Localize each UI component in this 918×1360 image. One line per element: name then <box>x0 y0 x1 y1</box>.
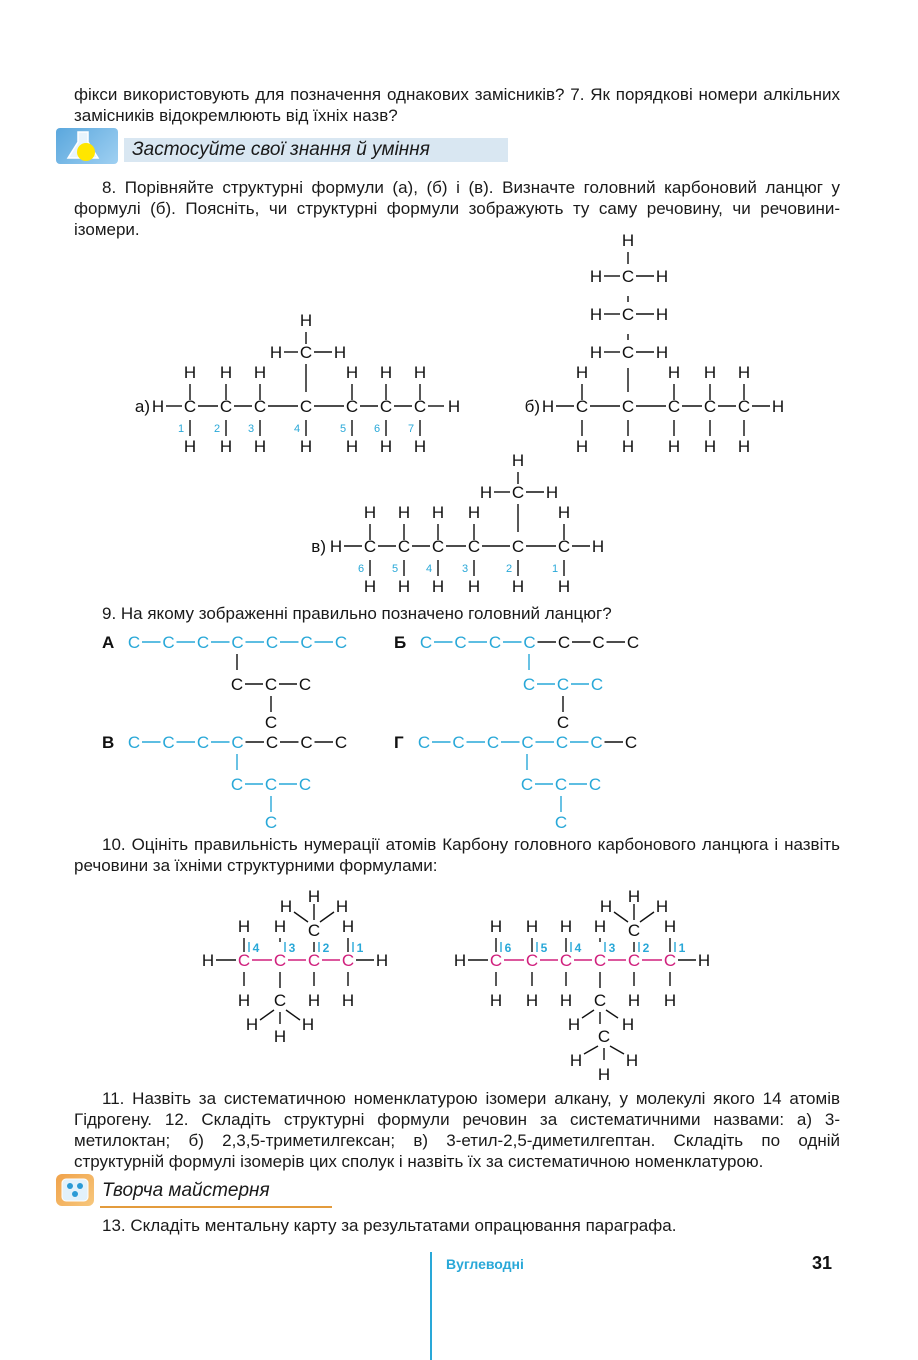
atom-label: C <box>590 675 604 694</box>
question-9: 9. На якому зображенні правильно позначено головний ланцюг? <box>102 604 612 623</box>
atom-label: H <box>363 577 377 596</box>
atom-label: C <box>556 713 570 732</box>
atom-label: C <box>300 733 313 752</box>
carbon-number: 1 <box>356 941 364 955</box>
atom-label: H <box>279 897 293 916</box>
carbon-number: 4 <box>293 423 301 435</box>
bond-line <box>582 1010 594 1018</box>
atom-label: C <box>557 633 571 652</box>
atom-label: H <box>569 1051 583 1070</box>
atom-label: H <box>183 437 197 456</box>
carbon-atom: C <box>341 951 355 970</box>
atom-label: H <box>559 991 573 1010</box>
atom-label: C <box>264 775 278 794</box>
atom-label: C <box>253 397 267 416</box>
bond-line <box>614 912 628 922</box>
atom-label: H <box>599 897 613 916</box>
atom-label: H <box>697 951 711 970</box>
atom-label: H <box>589 305 603 324</box>
bond-line <box>294 912 308 922</box>
question-10: 10. Оцініть правильність нумерації атомів Карбону головного карбонового ланцюга і назвіть речовини за їхніми структурними формулами: <box>74 835 840 875</box>
atom-label: C <box>621 397 635 416</box>
carbon-number: 7 <box>407 423 415 435</box>
formulas-q8 <box>135 231 784 596</box>
atom-label: C <box>162 633 175 652</box>
atom-label: H <box>413 363 427 382</box>
atom-label: C <box>588 775 602 794</box>
carbon-number: 1 <box>551 563 559 575</box>
atom-label: C <box>454 633 467 652</box>
atom-label: C <box>299 397 313 416</box>
carbon-number: 2 <box>322 941 330 955</box>
atom-label: H <box>655 267 669 286</box>
atom-label: H <box>345 437 359 456</box>
atom-label: H <box>379 437 393 456</box>
atom-label: H <box>201 951 215 970</box>
carbon-atom: C <box>559 951 573 970</box>
bond-line <box>640 912 654 922</box>
atom-label: C <box>397 537 411 556</box>
question-8: 8. Порівняйте структурні формули (а), (б) і (в). Визначте головний карбоновий ланцюг у формулі (б). Поясніть, чи структурні формули зображують ту саму речовину, чи речовини-ізомери. <box>74 178 840 239</box>
atom-label: H <box>567 1015 581 1034</box>
atom-label: H <box>627 991 641 1010</box>
atom-label: H <box>237 917 251 936</box>
atom-label: C <box>511 483 525 502</box>
atom-label: H <box>621 437 635 456</box>
atom-label: H <box>621 231 635 250</box>
atom-label: C <box>554 775 568 794</box>
section-title-creative: Творча майстерня <box>102 1180 270 1201</box>
atom-label: C <box>467 537 481 556</box>
atom-label: C <box>520 775 534 794</box>
atom-label: H <box>375 951 389 970</box>
footer-divider <box>430 1252 432 1360</box>
atom-label: C <box>299 343 313 362</box>
formula-label-v: в) <box>311 537 326 556</box>
atom-label: H <box>151 397 165 416</box>
atom-label: C <box>300 633 313 652</box>
carbon-number: 2 <box>213 423 221 435</box>
atom-label: H <box>627 887 641 906</box>
atom-label: C <box>264 675 278 694</box>
atom-label: C <box>592 633 605 652</box>
atom-label: H <box>307 991 321 1010</box>
atom-label: C <box>488 633 502 652</box>
carbon-number: 2 <box>642 941 650 955</box>
atom-label: H <box>525 991 539 1010</box>
option-label: А <box>102 633 115 652</box>
atom-label: H <box>397 577 411 596</box>
atom-label: H <box>589 267 603 286</box>
atom-label: C <box>597 1027 611 1046</box>
carbon-number: 4 <box>574 941 582 955</box>
carbon-number: 5 <box>540 941 548 955</box>
atom-label: C <box>627 921 641 940</box>
palette-icon <box>56 1174 94 1206</box>
option-label: Б <box>394 633 407 652</box>
atom-label: H <box>379 363 393 382</box>
atom-label: H <box>597 1065 611 1084</box>
atom-label: H <box>575 363 589 382</box>
atom-label: C <box>575 397 589 416</box>
atom-label: H <box>703 437 717 456</box>
carbon-atom: C <box>627 951 641 970</box>
atom-label: C <box>334 733 348 752</box>
atom-label: C <box>626 633 640 652</box>
atom-label: H <box>301 1015 315 1034</box>
carbon-number: 6 <box>504 941 512 955</box>
carbon-number: 2 <box>505 563 513 575</box>
atom-label: C <box>486 733 500 752</box>
atom-label: C <box>231 633 244 652</box>
bond-line <box>286 1010 300 1020</box>
footer-section: Вуглеводні <box>446 1256 524 1272</box>
atom-label: C <box>593 991 607 1010</box>
atom-label: C <box>737 397 751 416</box>
atom-label: C <box>219 397 233 416</box>
atom-label: C <box>196 633 210 652</box>
atom-label: C <box>511 537 525 556</box>
carbon-atom: C <box>489 951 503 970</box>
atom-label: H <box>667 437 681 456</box>
atom-label: H <box>467 577 481 596</box>
atom-label: H <box>511 577 525 596</box>
atom-label: C <box>183 397 197 416</box>
carbon-number: 3 <box>247 423 255 435</box>
atom-label: C <box>231 733 244 752</box>
atom-label: C <box>419 633 433 652</box>
carbon-number: 5 <box>391 563 399 575</box>
atom-label: C <box>230 775 244 794</box>
atom-label: H <box>183 363 197 382</box>
atom-label: H <box>541 397 555 416</box>
atom-label: H <box>329 537 343 556</box>
atom-label: H <box>489 917 503 936</box>
atom-label: C <box>522 675 536 694</box>
atom-label: C <box>621 343 635 362</box>
atom-label: H <box>219 437 233 456</box>
atom-label: H <box>299 437 313 456</box>
atom-label: H <box>667 363 681 382</box>
atom-label: H <box>341 991 355 1010</box>
atom-label: H <box>621 1015 635 1034</box>
carbon-atom: C <box>593 951 607 970</box>
atom-label: C <box>621 305 635 324</box>
atom-label: H <box>591 537 605 556</box>
atom-label: C <box>621 267 635 286</box>
atom-label: C <box>413 397 427 416</box>
carbon-atom: C <box>237 951 251 970</box>
atom-label: H <box>655 305 669 324</box>
atom-label: H <box>511 451 525 470</box>
carbon-number: 4 <box>425 563 433 575</box>
atom-label: C <box>162 733 175 752</box>
carbon-atom: C <box>525 951 539 970</box>
atom-label: C <box>273 991 287 1010</box>
atom-label: H <box>479 483 493 502</box>
atom-label: H <box>625 1051 639 1070</box>
atom-label: H <box>269 343 283 362</box>
atom-label: H <box>593 917 607 936</box>
page-number: 31 <box>812 1253 833 1273</box>
atom-label: H <box>655 897 669 916</box>
atom-label: C <box>624 733 638 752</box>
atom-label: H <box>557 503 571 522</box>
atom-label: H <box>345 363 359 382</box>
question-11-12: 11. Назвіть за систематичною номенклатурою ізомери алкану, у молекулі якого 14 атомів Гідрогену. 12. Складіть структурні формули речовин за систематичними назвами: а) 3-метилоктан; б) 2,3,5-триметилгексан; в) 3-етил-2,5-диметилгептан. Складіть по одній структурній формулі ізомерів цих сполук і назвіть їх за систематичною номенклатурою. <box>74 1089 840 1171</box>
carbon-number: 6 <box>373 423 381 435</box>
atom-label: H <box>253 363 267 382</box>
atom-label: H <box>663 917 677 936</box>
formulas-q10 <box>202 887 710 1084</box>
option-label: Г <box>394 733 404 752</box>
atom-label: C <box>334 633 348 652</box>
atom-label: H <box>273 1027 287 1046</box>
atom-label: C <box>298 675 312 694</box>
atom-label: C <box>196 733 210 752</box>
atom-label: C <box>667 397 681 416</box>
atom-label: C <box>298 775 312 794</box>
atom-label: C <box>307 921 321 940</box>
atom-label: H <box>333 343 347 362</box>
bond-line <box>606 1010 618 1018</box>
atom-label: C <box>363 537 377 556</box>
bond-line <box>260 1010 274 1020</box>
carbon-number: 3 <box>461 563 469 575</box>
question-13: 13. Складіть ментальну карту за результатами опрацювання параграфа. <box>102 1216 677 1235</box>
atom-label: H <box>655 343 669 362</box>
atom-label: C <box>523 633 536 652</box>
atom-label: H <box>447 397 461 416</box>
atom-label: H <box>575 437 589 456</box>
atom-label: H <box>237 991 251 1010</box>
atom-label: H <box>525 917 539 936</box>
atom-label: C <box>556 675 570 694</box>
top-paragraph: фікси використовують для позначення однакових замісників? 7. Як порядкові номери алкільних замісників відокремлюють від їхніх назв? <box>74 85 840 125</box>
atom-label: H <box>307 887 321 906</box>
atom-label: C <box>521 733 534 752</box>
atom-label: H <box>413 437 427 456</box>
carbon-number: 1 <box>177 423 185 435</box>
atom-label: H <box>431 577 445 596</box>
atom-label: C <box>555 733 569 752</box>
carbon-number: 3 <box>608 941 616 955</box>
atom-label: H <box>737 363 751 382</box>
atom-label: H <box>431 503 445 522</box>
atom-label: H <box>557 577 571 596</box>
carbon-number: 5 <box>339 423 347 435</box>
atom-label: H <box>335 897 349 916</box>
carbon-number: 3 <box>288 941 296 955</box>
structural-formulas-q10 <box>0 876 918 1086</box>
atom-label: C <box>557 537 571 556</box>
atom-label: C <box>264 813 278 828</box>
flask-icon <box>56 128 118 164</box>
formula-label-a: а) <box>134 397 150 416</box>
atom-label: H <box>589 343 603 362</box>
atom-label: H <box>737 437 751 456</box>
atom-label: H <box>299 311 313 330</box>
bond-line <box>320 912 334 922</box>
carbon-atom: C <box>663 951 677 970</box>
atom-label: H <box>341 917 355 936</box>
atom-label: H <box>545 483 559 502</box>
atom-label: H <box>703 363 717 382</box>
atom-label: H <box>219 363 233 382</box>
atom-label: C <box>127 633 141 652</box>
bond-line <box>584 1046 598 1054</box>
atom-label: H <box>453 951 467 970</box>
bond-line <box>610 1046 624 1054</box>
atom-label: H <box>771 397 785 416</box>
carbon-number: 6 <box>357 563 365 575</box>
atom-label: H <box>253 437 267 456</box>
carbon-number: 1 <box>678 941 686 955</box>
section-title-apply: Застосуйте свої знання й уміння <box>132 139 430 160</box>
atom-label: C <box>431 537 445 556</box>
atom-label: C <box>265 733 279 752</box>
atom-label: H <box>397 503 411 522</box>
carbon-atom: C <box>273 951 287 970</box>
atom-label: C <box>230 675 244 694</box>
atom-label: C <box>703 397 717 416</box>
atom-label: H <box>363 503 377 522</box>
atom-label: C <box>452 733 465 752</box>
atom-label: C <box>265 633 279 652</box>
atom-label: H <box>467 503 481 522</box>
carbon-number: 4 <box>252 941 260 955</box>
structural-formulas-q8-q9 <box>0 228 918 828</box>
atom-label: H <box>663 991 677 1010</box>
formula-label-b: б) <box>524 397 540 416</box>
atom-label: C <box>127 733 141 752</box>
option-label: В <box>102 733 115 752</box>
atom-label: C <box>554 813 568 828</box>
atom-label: H <box>489 991 503 1010</box>
options-q9 <box>102 633 639 828</box>
atom-label: C <box>345 397 359 416</box>
atom-label: H <box>245 1015 259 1034</box>
atom-label: C <box>417 733 431 752</box>
atom-label: H <box>559 917 573 936</box>
carbon-atom: C <box>307 951 321 970</box>
atom-label: C <box>590 733 603 752</box>
atom-label: C <box>379 397 393 416</box>
atom-label: H <box>273 917 287 936</box>
atom-label: C <box>264 713 278 732</box>
